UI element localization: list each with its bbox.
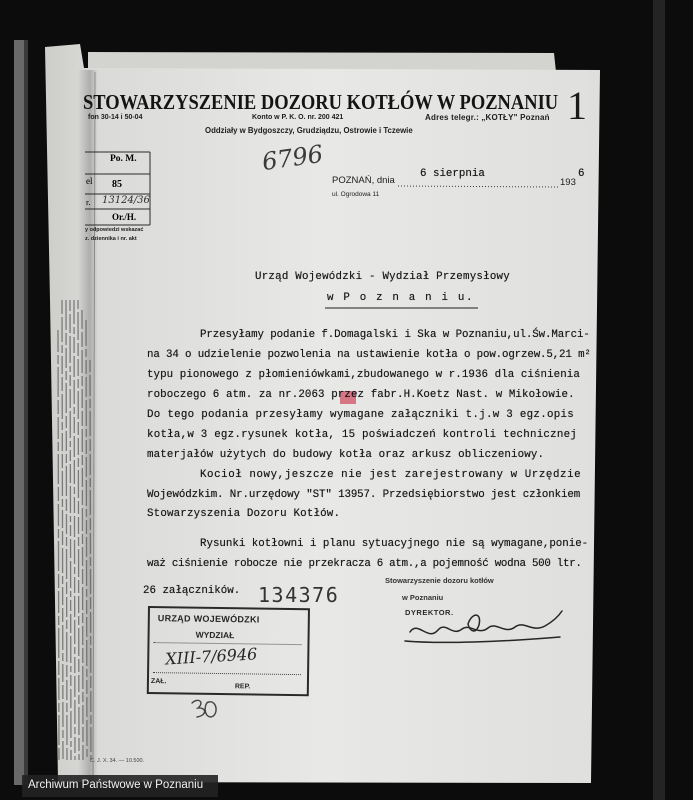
date-value: 6 sierpnia [420,168,485,180]
body-line: Wojewódzkim. Nr.urzędowy "ST" 13957. Przedsiębiorstwo jest członkiem [147,489,581,501]
body-line: typu pionowego z płomieniówkami,zbudowanego w r.1936 dla ciśnienia [147,369,580,381]
signature-org: Stowarzyszenie dozoru kotłów [385,576,494,585]
office-stamp-label-right: REP. [234,683,251,691]
body-line: Kocioł nowy,jeszcze nie jest zarejestrowany w Urzędzie [200,469,582,481]
right-background-band [653,0,665,800]
reference-dept: Po. M. [110,154,137,164]
addressee-line2: w P o z n a n i u. [327,292,475,304]
letterhead-phone: fon 30-14 i 50-04 [88,114,143,121]
letterhead-branches: Oddziały w Bydgoszczy, Grudziądzu, Ostrowie i Tczewie [205,126,413,135]
date-year-prefix: 193 [560,177,576,188]
reference-row2-label: el [86,176,93,186]
handwritten-registry-number: 6796 [260,139,325,177]
page-number-handwritten: 1 [567,83,587,128]
sender-address: ul. Ogrodowa 11 [332,191,380,198]
stamped-number: 134376 [258,583,340,607]
signature-city: w Poznaniu [402,593,444,602]
reference-row4: Or./H. [112,212,137,222]
reference-row3-value: 13124/36 [102,195,150,206]
office-stamp-label-left: ZAŁ. [150,678,167,686]
reference-row3-label: r. [86,197,91,207]
office-stamp-rule [153,672,301,675]
letterhead-telegraph: Adres telegr.: „KOTŁY" Poznań [425,113,550,122]
office-stamp-line2: WYDZIAŁ [195,629,235,641]
reference-row2-value: 85 [112,179,122,190]
reference-note-line1: y odpowiedzi wskazać [85,227,144,233]
letterhead-account: Konto w P. K. O. nr. 200 421 [252,114,344,121]
office-stamp-handwritten: XIII-7/6946 [164,644,258,669]
body-line: Przesyłamy podanie f.Domagalski i Ska w Poznaniu,ul.Św.Marci- [200,329,590,341]
left-background-shadow [24,40,28,785]
left-background-sheet-edge [14,40,24,785]
archive-watermark: Archiwum Państwowe w Poznaniu [28,779,204,791]
body-line: Stowarzyszenia Dozoru Kotłów. [147,508,341,520]
signature-title: DYREKTOR. [405,608,454,617]
body-line: materjałów użytych do budowy kotła oraz arkusz obliczeniowy. [147,449,545,461]
office-stamp-line1: URZĄD WOJEWÓDZKI [157,613,260,625]
attachments-count: 26 załączników. [143,585,241,597]
body-line: Do tego podania przesyłamy wymagane załączniki t.j.w 3 egz.opis [147,409,575,421]
addressee-line1: Urząd Wojewódzki - Wydział Przemysłowy [255,271,510,283]
printer-mark: C. J. X. 34. — 10.500. [90,758,145,764]
date-city-label: POZNAŃ, dnia [332,175,395,186]
reference-note-line2: z. dziennika i nr. akt [85,236,137,242]
body-line: kotła,w 3 egz.rysunek kotła, 15 poświadczeń kontroli technicznej [147,429,578,441]
date-year-digit: 6 [578,168,585,180]
body-line: roboczego 6 atm. za nr.2063 przez fabr.H.Koetz Nast. w Mikołowie. [147,389,575,401]
body-line: waż ciśnienie robocze nie przekracza 6 atm.,a pojemność wodna 500 ltr. [147,558,582,570]
body-line: na 34 o udzielenie pozwolenia na ustawienie kotła o pow.ogrzew.5,21 m² [147,349,591,361]
office-stamp-rule [153,642,301,645]
body-line: Rysunki kotłowni i planu sytuacyjnego nie są wymagane,ponie- [200,538,589,550]
office-receipt-stamp [147,606,310,696]
letterhead-org-name: STOWARZYSZENIE DOZORU KOTŁÓW W POZNANIU [83,90,559,114]
